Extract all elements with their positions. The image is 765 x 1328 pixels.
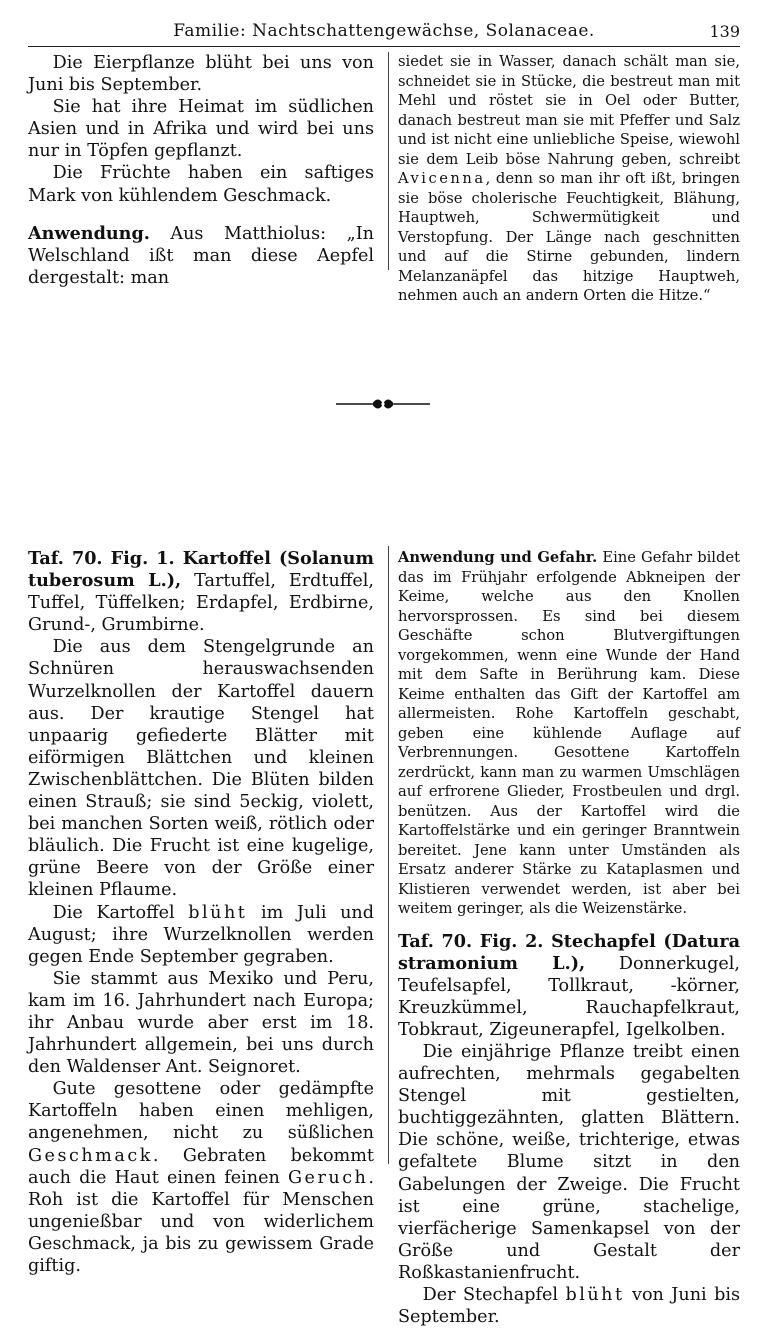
section-heading: Anwendung. (28, 223, 150, 244)
right-column (398, 548, 740, 1328)
paragraph-text: siedet sie in Wasser, danach schält man sie, schneidet sie in Stücke, die bestreut man mit Mehl und röstet sie in Oel oder Butter, danach bestreut man sie mit Pfeffer und Salz und ist nicht eine unliebliche Speise, wiewohl sie dem Leib böse Nahrung geben, schreibt (398, 53, 740, 168)
plate-title-stechapfel (398, 931, 740, 1041)
paragraph-text: . Gebraten bekommt auch die Haut einen feinen (28, 1146, 374, 1188)
spaced-word: Geruch (288, 1168, 368, 1188)
common-names: Donnerkugel, Teufelsapfel, Tollkraut, -körner, Kreuzkümmel, Rauchapfelkraut, Tobkraut, Zigeunerapfel, Igelkolben. (398, 954, 740, 1040)
paragraph-text: Der Stechapfel (423, 1285, 566, 1305)
paragraph (28, 1078, 374, 1277)
spaced-word: blüht (188, 903, 247, 923)
paragraph (398, 52, 740, 306)
plate-heading: Taf. 70. Fig. 1. Kartoffel (Solanum tuberosum L.), (28, 548, 374, 591)
left-column (28, 548, 374, 1277)
header-title: Familie: Nachtschattengewächse, Solanaceae. (28, 21, 740, 41)
section-heading: Anwendung und Gefahr. (398, 549, 597, 566)
plate-heading: Taf. 70. Fig. 2. Stechapfel (Datura stramonium L.), (398, 931, 740, 974)
paragraph: Die Früchte haben ein saftiges Mark von kühlendem Geschmack. (28, 162, 374, 206)
paragraph (28, 902, 374, 968)
plate-title-kartoffel (28, 548, 374, 636)
running-header (28, 18, 740, 48)
stechapfel-section (398, 931, 740, 1328)
column-divider-bottom (388, 546, 389, 1164)
column-divider-top (388, 52, 389, 270)
paragraph-text: , denn so man ihr oft ißt, bringen sie böse cholerische Feuchtigkeit, Blähung, Hauptweh, Schwermütigkeit und Verstopfung. Der Länge nach geschnitten und auf die Stirne gebunden, lindern Melanzanäpfel das hitzige Hauptweh, nehmen auch an andern Orten die Hitze.“ (398, 170, 740, 304)
paragraph: Die aus dem Stengelgrunde an Schnüren herauswachsenden Wurzelknollen der Kartoffel dauern aus. Der krautige Stengel hat unpaarig gefiederte Blätter mit eiförmigen Blättchen und kleinen Zwischenblättchen. Die Blüten bilden einen Strauß; sie sind 5eckig, violett, bei manchen Sorten weiß, rötlich oder bläulich. Die Frucht ist eine kugelige, grüne Beere von der Größe einer kleinen Pflaume. (28, 636, 374, 901)
paragraph-text: im Juli und August; ihre Wurzelknollen werden gegen Ende September gegraben. (28, 903, 374, 967)
paragraph: Sie stammt aus Mexiko und Peru, kam im 16. Jahrhundert nach Europa; ihr Anbau wurde aber erst im 18. Jahrhundert allgemein, bei uns durch den Waldenser Ant. Seignoret. (28, 968, 374, 1078)
common-names: Tartuffel, Erdtuffel, Tuffel, Tüffelken; Erdapfel, Erdbirne, Grund-, Grumbirne. (28, 571, 374, 635)
paragraph-text: Die Kartoffel (53, 903, 189, 923)
paragraph-text: Eine Gefahr bildet das im Frühjahr erfolgende Abkneipen der Keime, welche aus den Knollen hervorsprossen. Es sind bei diesem Geschäfte schon Blutvergiftungen vorgekommen, wenn eine Wunde der Hand mit dem Safte in Berührung kam. Diese Keime enthalten das Gift der Kartoffel am allermeisten. Rohe Kartoffeln geschabt, geben eine kühlende Auflage auf Verbrennungen. Gesottene Kartoffeln zerdrückt, kann man zu warmen Umschlägen auf erfrorene Glieder, Frostbeulen und drgl. benützen. Aus der Kartoffel wird die Kartoffelstärke und ein geringer Branntwein bereitet. Jene kann unter Umständen als Ersatz anderer Stärke zu Kataplasmen und Klistieren verwendet werden, ist aber bei weitem geringer, als die Weizenstärke. (398, 549, 740, 917)
paragraph-text: Gute gesottene oder gedämpfte Kartoffeln haben einen mehligen, angenehmen, nicht zu süßlichen (28, 1079, 374, 1143)
top-right-column (398, 52, 740, 306)
page-number: 139 (709, 22, 740, 41)
ornament-divider (334, 395, 432, 413)
paragraph-text: von Juni bis September. (398, 1285, 740, 1327)
paragraph-text: Aus Matthiolus: „In Welschland ißt man diese Aepfel dergestalt: man (28, 224, 374, 288)
paragraph (398, 1284, 740, 1328)
header-rule (28, 46, 740, 47)
top-left-column (28, 52, 374, 289)
spaced-word: blüht (565, 1285, 624, 1305)
paragraph (28, 223, 374, 289)
paragraph-text: . Roh ist die Kartoffel für Menschen ungenießbar und von widerlichem Geschmack, ja bis zu gewissem Grade giftig. (28, 1168, 374, 1276)
paragraph: Die einjährige Pflanze treibt einen aufrechten, mehrmals gegabelten Stengel mit gestielten, buchtiggezähnten, glatten Blättern. Die schöne, weiße, trichterige, etwas gefaltete Blume sitzt in den Gabelungen der Zweige. Die Frucht ist eine grüne, stachelige, vierfächerige Samenkapsel von der Größe und Gestalt der Roßkastanienfrucht. (398, 1041, 740, 1284)
paragraph (398, 548, 740, 919)
paragraph: Die Eierpflanze blüht bei uns von Juni bis September. (28, 52, 374, 96)
author-name: Avicenna (398, 170, 486, 187)
spaced-word: Geschmack (28, 1146, 153, 1166)
paragraph: Sie hat ihre Heimat im südlichen Asien und in Afrika und wird bei uns nur in Töpfen gepflanzt. (28, 96, 374, 162)
